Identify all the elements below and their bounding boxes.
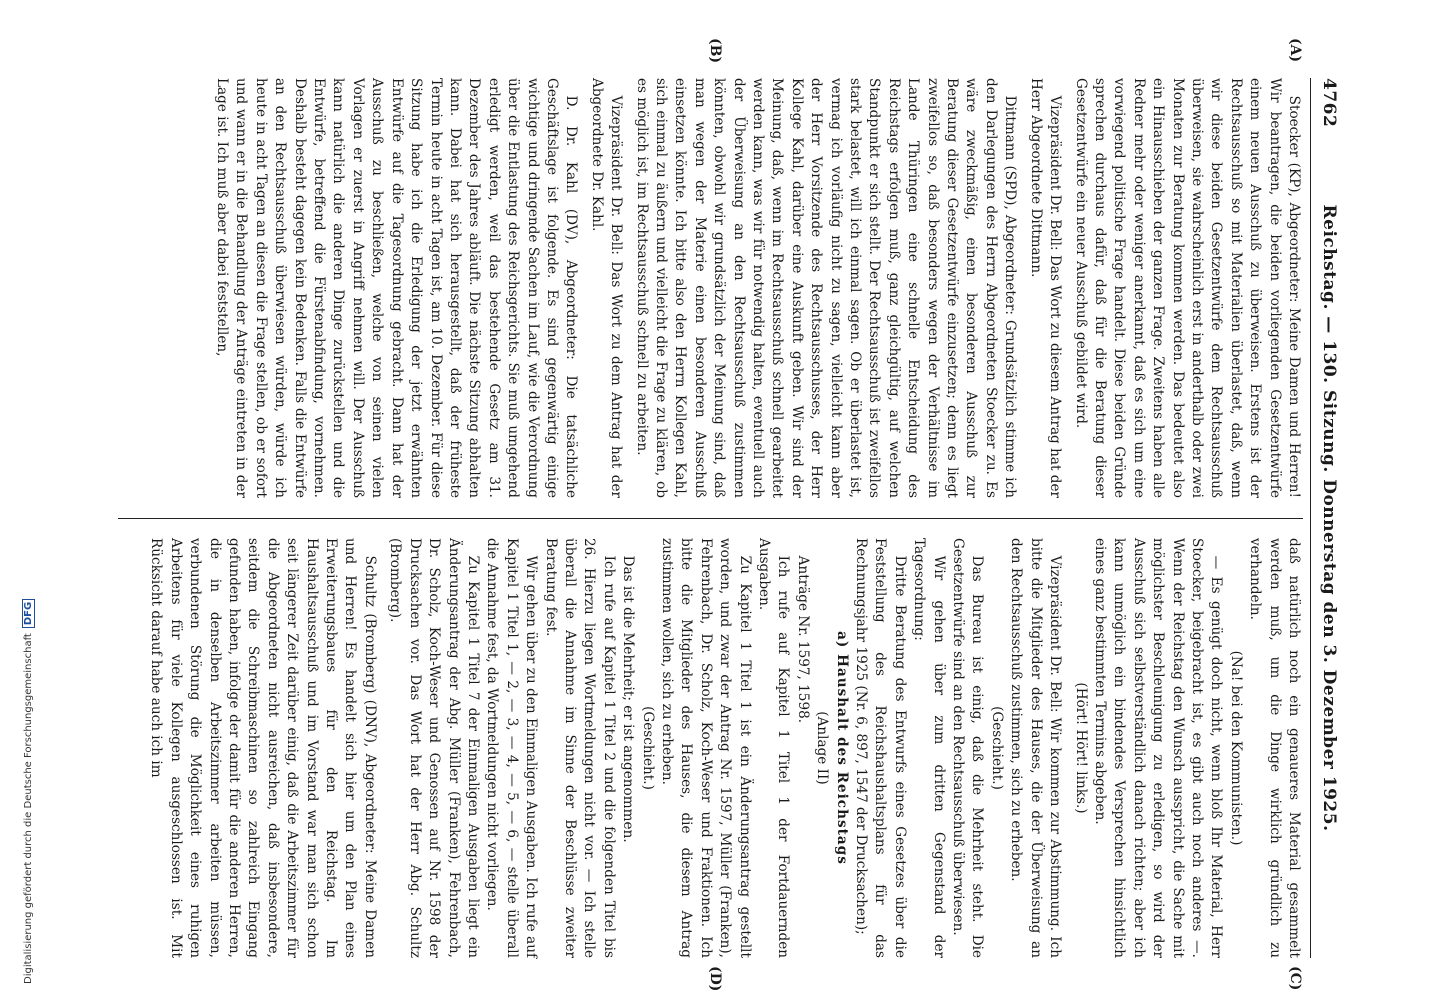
speech-kahl: D. Dr. Kahl (DV), Abgeordneter: Die tatsächliche Geschäftslage ist folgende. Es sind gegenwärtig einige wichtige und dringende Sachen im Lauf, wie die Verordnung über die Entlastung des Reichsgerichts. Sie muß umgehend erledigt werden, weil das bestehende Gesetz am 31. Dezember des Jahres abläuft. Die nächste Sitzung abhalten kann. Dabei hat sich herausgestellt, daß der früheste Termin heute in acht Tagen ist, am 10. Dezember. Für diese Sitzung habe ich die Erledigung der jetzt erwähnten Entwürfe auf die Tagesordnung gebracht. Dann hat der Ausschuß zu beschließen, welche von seinen vielen Vorlagen er zuerst in Angriff nehmen will. Der Ausschuß kann natürlich die anderen Dinge zurückstellen und die Entwürfe, betreffend die Fürstenabfindung, vornehmen. Deshalb besteht dagegen kein Bedenken. Falls die Entwürfe an den Rechtsausschuß überwiesen würden, würde ich heute in acht Tagen an diesen die Frage stellen, ob er sofort und wann er in die Behandlung der Anträge eintreten in der Lage ist. Ich muß aber dabei feststellen, bbox=[214, 78, 580, 498]
running-title: Reichstag. — 130. Sitzung. Donnerstag den 3. Dezember 1925. bbox=[1319, 204, 1339, 832]
column-divider bbox=[118, 518, 1303, 519]
paragraph: Zu Kapitel 1 Titel 7 der Einmaligen Ausgaben liegt ein Änderungsantrag der Abg. Müller (Franken), Fehrenbach, Dr. Scholz, Koch-Weser und Genossen auf Nr. 1598 der Drucksachen vor. Das Wort hat der Herr Abg. Schultz (Bromberg). bbox=[387, 538, 481, 958]
interjection: (Hört! Hört! links.) bbox=[1072, 682, 1089, 814]
header-rule bbox=[1310, 78, 1311, 958]
credit-text: Digitalisierung gefördert durch die Deutsche Forschungsgemeinschaft bbox=[23, 633, 34, 984]
document-page bbox=[115, 38, 1343, 992]
interjection: (Na! bei den Kommunisten.) bbox=[1227, 650, 1244, 846]
page-header bbox=[1313, 78, 1343, 958]
stage-note: (Geschieht.) bbox=[988, 706, 1005, 790]
speech-schultz: Schultz (Bromberg) (DNV), Abgeordneter: Meine Damen und Herren! Es handelt sich hier um den Plan eines Erweiterungsbaues für den Reichstag. Im Haushaltsausschuß und im Vorstand war man sich schon seit längerer Zeit darüber einig, daß die Arbeitszimmer für die Abgeordneten nicht ausreichen, daß insbesondere, seitdem die Schreibmaschinen so zahlreich Eingang gefunden haben, infolge der damit für die anderen Herren, die in denselben Arbeitszimmer arbeiten müssen, verbundenen Störung die Möglichkeit eines ruhigen Arbeitens für viele Kollegen ausgeschlossen ist. Mit Rücksicht darauf habe auch ich im bbox=[148, 538, 378, 958]
speech-dittmann: Dittmann (SPD), Abgeordneter: Grundsätzlich stimme ich den Darlegungen des Herrn Abgeordneten Stoecker zu. Es wäre zweckmäßig, einen besonderen Ausschuß zur Beratung dieser Gesetzentwürfe einzusetzen; denn es liegt zweifellos so, daß besonders wegen der Verhältnisse im Lande Thüringen eine schnelle Entscheidung des Reichstags erfolgen muß, ganz gleichgültig, auf welchen Standpunkt er sich stellt. Der Rechtsausschuß ist zweifellos stark belastet, will ich einmal sagen. Ob er überlastet ist, vermag ich vorläufig nicht zu sagen, vielleicht kann aber der Herr Vorsitzende des Rechtsausschusses, der Herr Kollege Kahl, darüber eine Auskunft geben. Wir sind der Meinung, daß, wenn im Rechtsausschuß schnell gearbeitet werden kann, was wir für notwendig halten, eventuell auch der Überweisung an den Rechtsausschuß zustimmen könnten, obwohl wir grundsätzlich der Meinung sind, daß man wegen der Materie einen besonderen Ausschuß einsetzen könnte. Ich bitte also den Herrn Kollegen Kahl, sich einmal zu äußern und vielleicht die Frage zu klären, ob es möglich ist, im Rechtsausschuß schnell zu arbeiten. bbox=[633, 78, 1019, 498]
remark-vizepraesident-2: Vizepräsident Dr. Bell: Das Wort zu dem Antrag hat der Abgeordnete Dr. Kahl. bbox=[588, 78, 625, 498]
stage-note: (Geschieht.) bbox=[639, 706, 656, 790]
right-text-column bbox=[146, 538, 1303, 958]
paragraph: — Es genügt doch nicht, wenn bloß Ihr Material, Herr Stoecker, beigebracht ist, es gibt auch noch anderes —. Wenn der Reichstag den Wunsch ausspricht, die Sache mit möglichster Beschleunigung zu erledigen, so wird der Ausschuß sich selbstverständlich danach richten; aber ich kann unmöglich ein bindendes Versprechen hinsichtlich eines ganz bestimmten Termins abgeben. bbox=[1091, 538, 1225, 958]
paragraph: Zu Kapitel 1 Titel 1 ist ein Änderungsantrag gestellt worden, und zwar der Antrag Nr. 1597, Müller (Franken), Fehrenbach, Dr. Scholz, Koch-Weser und Fraktionen. Ich bitte die Mitglieder des Hauses, die diesem Antrag zustimmen wollen, sich zu erheben. bbox=[659, 538, 753, 958]
section-heading: a) Haushalt des Reichstags bbox=[833, 631, 850, 865]
digitization-credit bbox=[22, 599, 35, 984]
annex-note: (Anlage II) bbox=[814, 711, 831, 785]
margin-mark-a: (A) bbox=[1287, 38, 1303, 63]
agenda-item: Dritte Beratung des Entwurfs eines Gesetzes über die Feststellung des Reichshaushaltsplans für das Rechnungsjahr 1925 (Nr. 6, 897, 1547 der Drucksachen); bbox=[853, 538, 908, 958]
paragraph: Das ist die Mehrheit; er ist angenommen. bbox=[620, 555, 637, 843]
remark-vizepraesident-1: Vizepräsident Dr. Bell: Das Wort zu diesem Antrag hat der Herr Abgeordnete Dittmann. bbox=[1027, 78, 1064, 498]
dfg-logo: DFG bbox=[22, 599, 35, 628]
margin-mark-b: (B) bbox=[707, 38, 723, 64]
paragraph: Wir gehen über zu den Einmaligen Ausgaben. Ich rufe auf Kapitel 1 Titel 1, — 2, — 3, — 4, — 5, — 6, — stelle überall die Annahme fest, da Wortmeldungen nicht vorliegen. bbox=[484, 538, 540, 958]
paragraph: Wir gehen über zum dritten Gegenstand der Tagesordnung: bbox=[911, 538, 947, 958]
paragraph: Ich rufe auf Kapitel 1 Titel 1 der Fortdauernden Ausgaben. bbox=[756, 538, 792, 958]
margin-mark-d: (D) bbox=[707, 966, 723, 992]
page-number: 4762 bbox=[1319, 78, 1339, 128]
margin-mark-c: (C) bbox=[1287, 966, 1303, 991]
paragraph: daß natürlich noch ein genaueres Material gesammelt werden muß, um die Dinge wirklich gründlich zu verhandeln. bbox=[1247, 538, 1302, 958]
speech-stoecker: Stoecker (KP), Abgeordneter: Meine Damen und Herren! Wir beantragen, die beiden vorliegenden Gesetzentwürfe einem neuen Ausschuß zu überweisen. Erstens ist der Rechtsausschuß so mit Materialien überlastet, daß, wenn wir diese beiden Gesetzentwürfe dem Rechtsausschuß überweisen, sie wahrscheinlich erst in anderthalb oder zwei Monaten zur Beratung kommen werden. Das bedeutet also ein Hinausschieben der ganzen Frage. Zweitens haben alle Redner mehr oder weniger anerkannt, daß es sich um eine vorwiegend politische Frage handelt. Diese beiden Gründe sprechen durchaus dafür, daß für die Beratung dieser Gesetzentwürfe ein neuer Ausschuß gebildet wird. bbox=[1072, 78, 1302, 498]
paragraph: Ich rufe auf Kapitel 1 Titel 2 und die folgenden Titel bis 26. Hierzu liegen Wortmeldungen nicht vor. — Ich stelle überall die Annahme im Sinne der Beschlüsse zweiter Beratung fest. bbox=[542, 538, 617, 958]
remark-vizepraesident-3: Vizepräsident Dr. Bell: Wir kommen zur Abstimmung. Ich bitte die Mitglieder des Hauses, die der Überweisung an den Rechtsausschuß zustimmen, sich zu erheben. bbox=[1008, 538, 1064, 958]
paragraph: Das Bureau ist einig, daß die Mehrheit steht. Die Gesetzentwürfe sind an den Rechtsausschuß überwiesen. bbox=[950, 538, 986, 958]
motion-numbers: Anträge Nr. 1597, 1598. bbox=[794, 555, 811, 724]
left-text-column bbox=[212, 78, 1303, 498]
